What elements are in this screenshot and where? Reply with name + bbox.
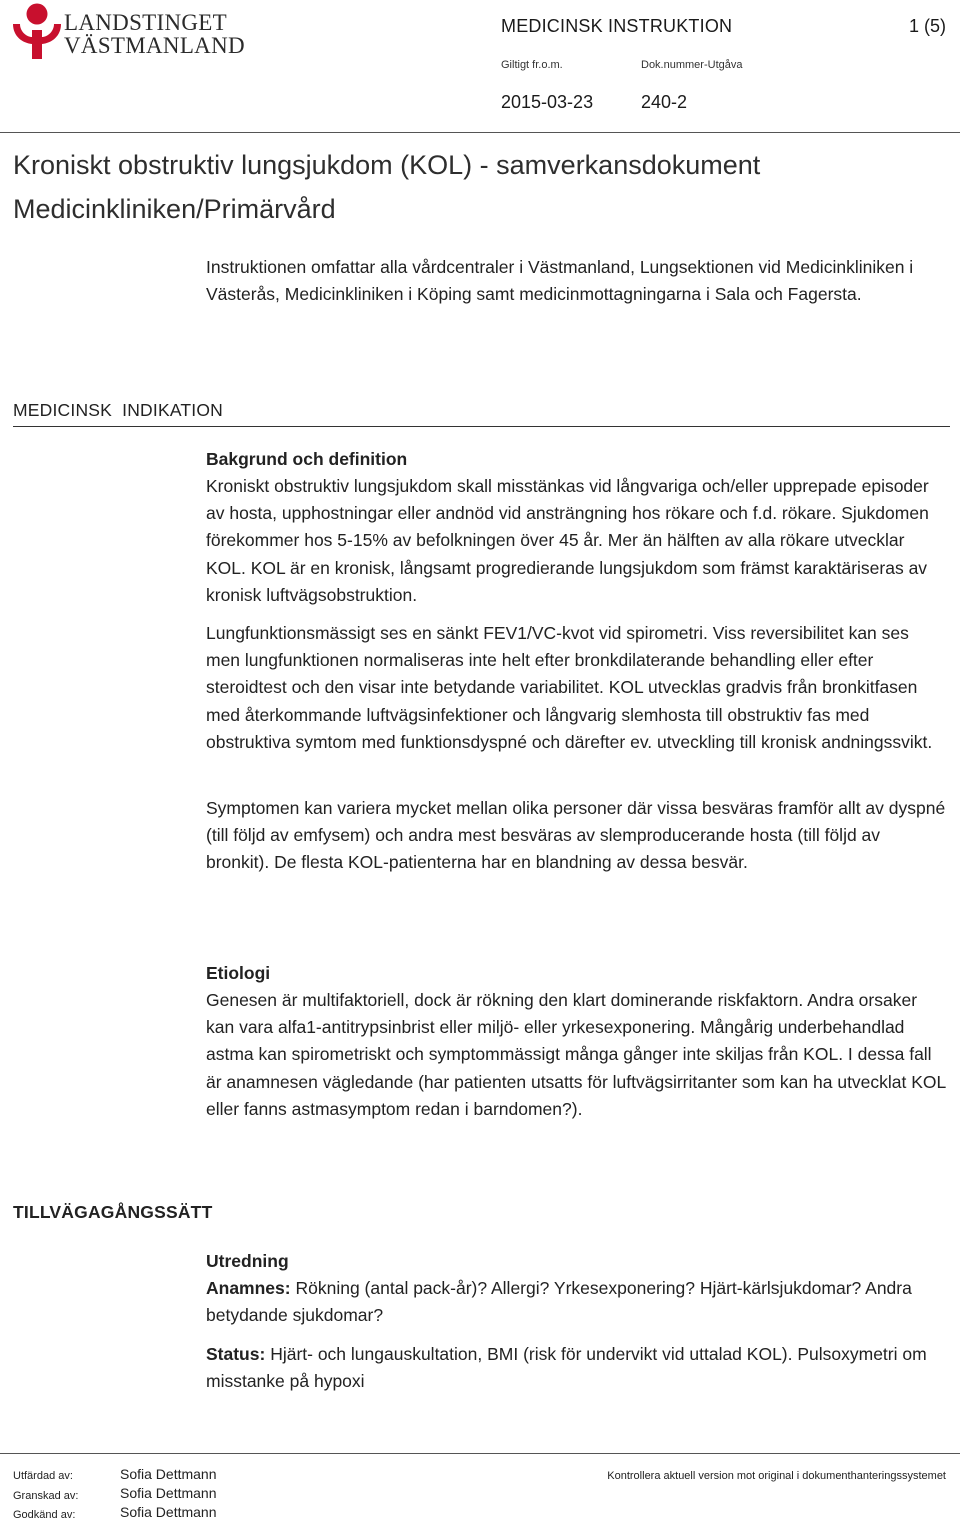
background-paragraph-2: Lungfunktionsmässigt ses en sänkt FEV1/VC-kvot vid spirometri. Viss reversibilitet kan ses men lungfunktionen normaliseras inte helt efter bronkdilaterande behandling eller efter steroidtest och den visar inte betydande variabilitet. KOL utvecklas gradvis från bronkitfasen med återkommande luftvägsinfektioner och långvarig slemhosta till obstruktiv fas med obstruktiva symtom med funktionsdyspné och därefter ev. utveckling till kronisk andningssvikt. (206, 623, 933, 752)
footer-divider (0, 1453, 960, 1454)
document-subtitle: Medicinkliniken/Primärvård (13, 194, 336, 224)
document-number: 240-2 (641, 92, 688, 112)
investigation-heading: Utredning (206, 1251, 289, 1271)
version-control-note: Kontrollera aktuell version mot original i dokumenthanteringssystemet (607, 1470, 946, 1482)
etiology-paragraph: Genesen är multifaktoriell, dock är rökning den klart dominerande riskfaktorn. Andra orsaker kan vara alfa1-antitrypsinbrist eller miljö- eller yrkesexponering. Mångårig underbehandlad astma kan spirometriskt och symptommässigt många gånger inte skiljas från KOL. I dessa fall är anamnesen vägledande (har patienten utsatts för luftvägsirritanter som kan ha utvecklat KOL eller fanns astmasymptom redan i barndomen?). (206, 990, 946, 1119)
issued-by-label: Utfärdad av: (13, 1470, 73, 1482)
document-type: MEDICINSK INSTRUKTION (501, 16, 733, 36)
doc-number-label: Dok.nummer-Utgåva (641, 59, 743, 71)
intro-text: Instruktionen omfattar alla vårdcentraler i Västmanland, Lungsektionen vid Medicinkliniken i Västerås, Medicinkliniken i Köping samt medicinmottagningarna i Sala och Fagersta. (206, 257, 914, 305)
status-paragraph (206, 1341, 946, 1395)
background-paragraph-1: Kroniskt obstruktiv lungsjukdom skall misstänkas vid långvariga och/eller upprepade episoder av hosta, upphostningar eller andnöd vid ansträngning hos rökare och f.d. rökare. Sjukdomen förekommer hos 5-15% av befolkningen över 45 år. Mer än hälften av alla rökare utvecklar KOL. KOL är en kronisk, långsamt progredierande lungsjukdom som främst karaktäriseras av kronisk luftvägsobstruktion. (206, 476, 929, 605)
reviewed-by-label: Granskad av: (13, 1490, 79, 1502)
organization-logo (10, 2, 245, 62)
anamnesis-paragraph (206, 1275, 946, 1329)
section-heading-procedure: TILLVÄGAGÅNGSSÄTT (13, 1202, 213, 1222)
approved-by-label: Godkänd av: (13, 1509, 76, 1521)
status-label: Status: (206, 1344, 266, 1364)
background-paragraph-3: Symptomen kan variera mycket mellan olika personer där vissa besväras framför allt av dyspné (till följd av emfysem) och andra mest besväras av slemproducerande hosta (till följd av bronkit). De flesta KOL-patienterna har en blandning av dessa besvär. (206, 798, 946, 873)
page-number: 1 (5) (908, 16, 946, 36)
anamnesis-text: Rökning (antal pack-år)? Allergi? Yrkesexponering? Hjärt-kärlsjukdomar? Andra betydande sjukdomar? (206, 1278, 912, 1326)
approved-by-name: Sofia Dettmann (120, 1504, 217, 1520)
logo-text-line2: VÄSTMANLAND (64, 33, 245, 58)
header-divider (0, 132, 960, 133)
reviewed-by-name: Sofia Dettmann (120, 1485, 217, 1501)
valid-from-label: Giltigt fr.o.m. (501, 59, 563, 71)
etiology-heading: Etiologi (206, 963, 271, 983)
logo-text-line1: LANDSTINGET (64, 10, 227, 35)
landstinget-logo-icon (10, 2, 64, 60)
issued-by-name: Sofia Dettmann (120, 1466, 217, 1482)
section-divider (13, 426, 950, 427)
section-heading-indication: MEDICINSK INDIKATION (13, 400, 224, 420)
status-text: Hjärt- och lungauskultation, BMI (risk för undervikt vid uttalad KOL). Pulsoxymetri om misstanke på hypoxi (206, 1344, 927, 1392)
valid-from-date: 2015-03-23 (501, 92, 594, 112)
document-title: Kroniskt obstruktiv lungsjukdom (KOL) - samverkansdokument (13, 150, 761, 180)
anamnesis-label: Anamnes: (206, 1278, 291, 1298)
background-heading: Bakgrund och definition (206, 449, 408, 469)
